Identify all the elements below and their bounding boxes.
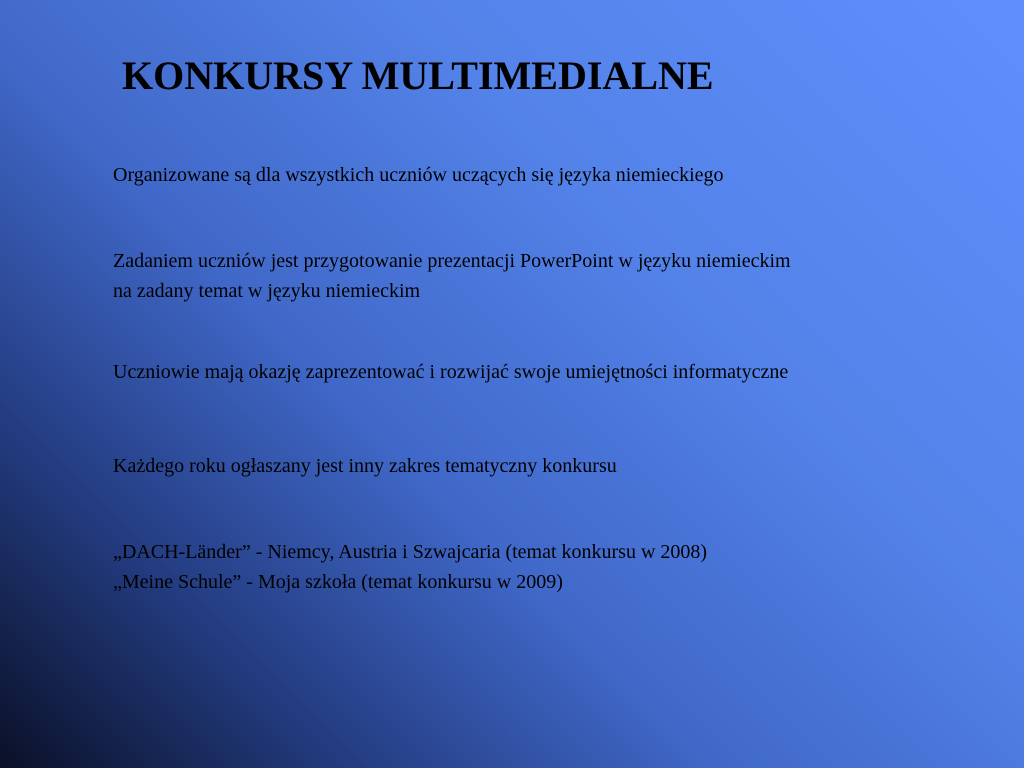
paragraph-tematy [113, 537, 707, 597]
paragraph-line: Organizowane są dla wszystkich uczniów uczących się języka niemieckiego [113, 164, 724, 186]
paragraph-zadaniem [113, 246, 791, 306]
paragraph-kazdego-roku [113, 451, 617, 481]
slide-title: KONKURSY MULTIMEDIALNE [122, 53, 714, 98]
paragraph-uczniowie [113, 357, 788, 387]
paragraph-line: „DACH-Länder” - Niemcy, Austria i Szwajcaria (temat konkursu w 2008) [113, 541, 708, 563]
paragraph-organizowane [113, 160, 724, 190]
paragraph-line: „Meine Schule” - Moja szkoła (temat konkursu w 2009) [113, 571, 563, 593]
paragraph-line: na zadany temat w języku niemieckim [113, 280, 421, 302]
paragraph-line: Każdego roku ogłaszany jest inny zakres tematyczny konkursu [113, 455, 617, 477]
paragraph-line: Uczniowie mają okazję zaprezentować i rozwijać swoje umiejętności informatyczne [113, 361, 789, 383]
paragraph-line: Zadaniem uczniów jest przygotowanie prezentacji PowerPoint w języku niemieckim [113, 250, 791, 272]
